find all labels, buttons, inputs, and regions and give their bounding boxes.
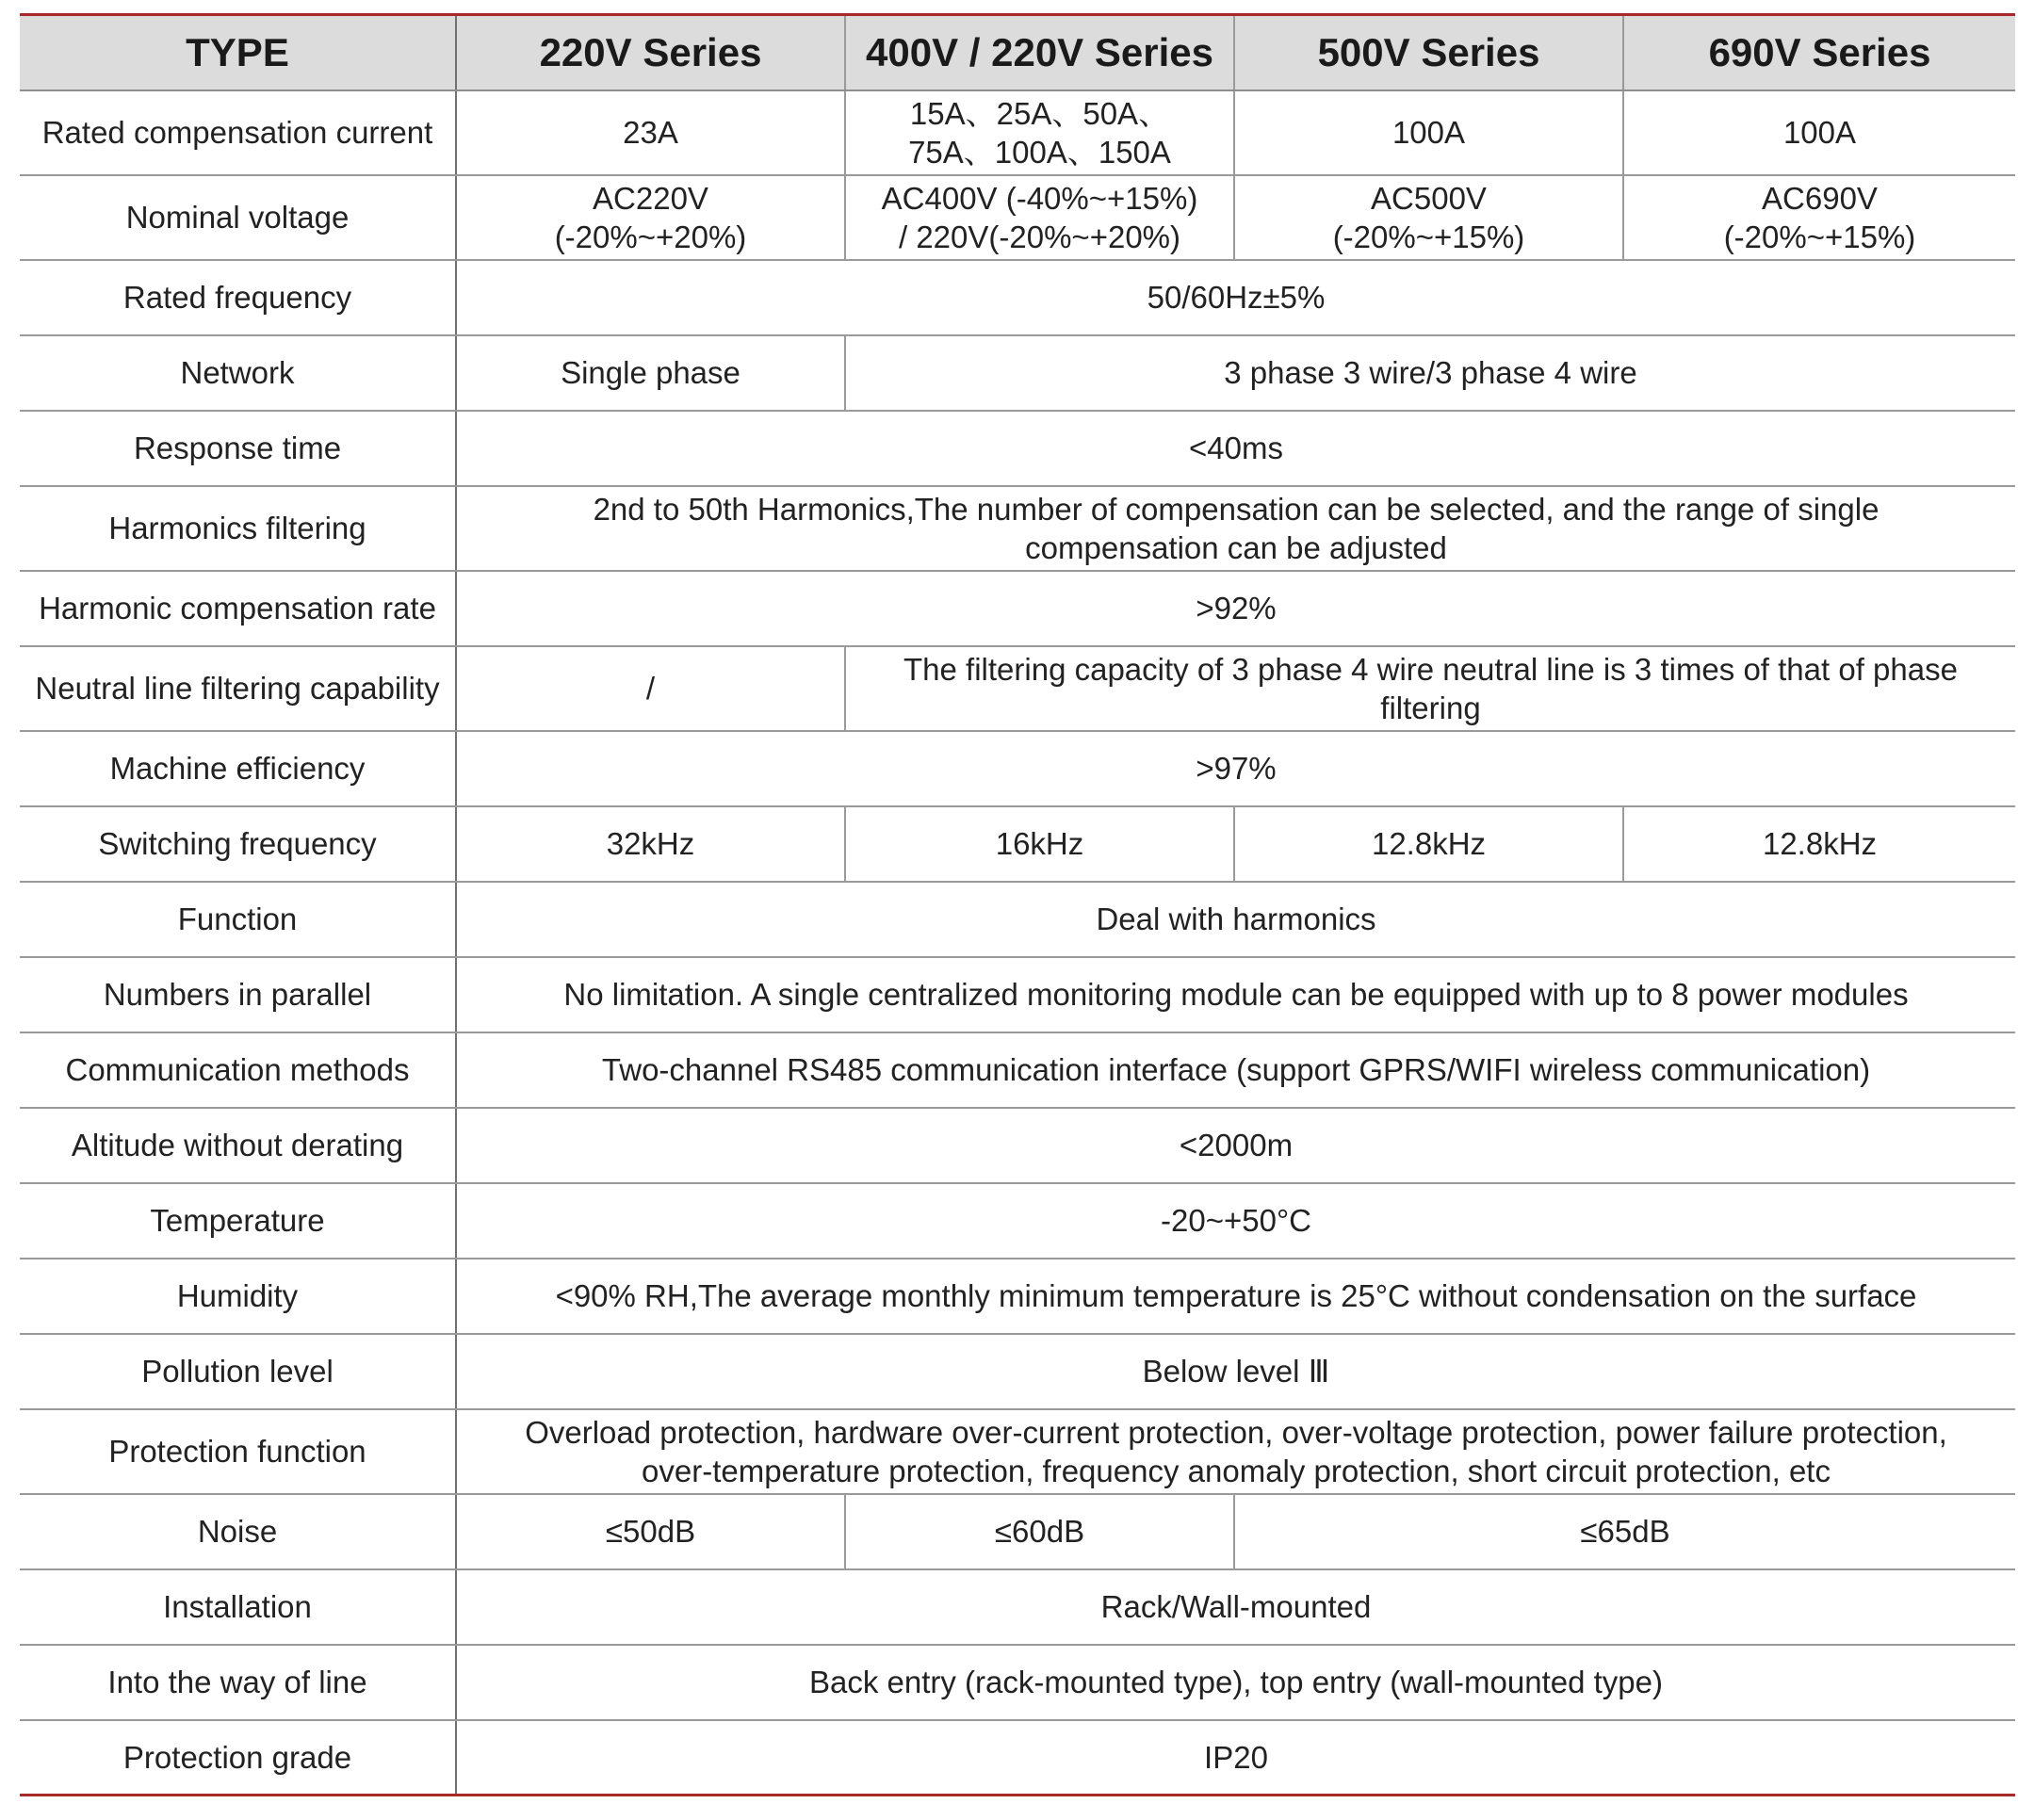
- row-harmonics-filtering: [20, 486, 2015, 571]
- cell-line: / 220V(-20%~+20%): [898, 219, 1180, 254]
- row-altitude: [20, 1108, 2015, 1183]
- row-humidity: [20, 1259, 2015, 1334]
- cell-line: over-temperature protection, frequency anomaly protection, short circuit protection, etc: [642, 1453, 1831, 1488]
- spec-table: [20, 13, 2015, 1796]
- row-response-time: [20, 411, 2015, 486]
- cell-500v: 12.8kHz: [1234, 806, 1623, 882]
- cell-all-series: Deal with harmonics: [456, 882, 2015, 957]
- row-function: [20, 882, 2015, 957]
- row-rated-frequency: [20, 260, 2015, 335]
- header-type: TYPE: [20, 15, 456, 90]
- row-label: Into the way of line: [20, 1645, 456, 1720]
- cell-400v-to-690v: 3 phase 3 wire/3 phase 4 wire: [845, 335, 2015, 411]
- cell-all-series: >97%: [456, 731, 2015, 806]
- cell-line: AC690V: [1762, 180, 1878, 216]
- row-network: [20, 335, 2015, 411]
- row-label: Altitude without derating: [20, 1108, 456, 1183]
- cell-line: 15A、25A、50A、: [909, 95, 1170, 131]
- cell-690v: 100A: [1623, 90, 2015, 175]
- row-protection-function: [20, 1409, 2015, 1494]
- cell-400v-to-690v: [845, 646, 2015, 731]
- cell-400v: [845, 175, 1234, 260]
- cell-line: 2nd to 50th Harmonics,The number of compensation can be selected, and the range of single: [593, 491, 1880, 527]
- row-nominal-voltage: [20, 175, 2015, 260]
- row-label: Numbers in parallel: [20, 957, 456, 1032]
- cell-220v: /: [456, 646, 845, 731]
- row-label: Protection function: [20, 1409, 456, 1494]
- row-label: Nominal voltage: [20, 175, 456, 260]
- spec-table-body: [20, 90, 2015, 1796]
- cell-line: (-20%~+15%): [1332, 219, 1525, 254]
- row-neutral-line-filtering: [20, 646, 2015, 731]
- cell-all-series: >92%: [456, 571, 2015, 646]
- cell-all-series: [456, 1409, 2015, 1494]
- row-label: Network: [20, 335, 456, 411]
- row-label: Protection grade: [20, 1720, 456, 1796]
- row-noise: [20, 1494, 2015, 1569]
- row-line-entry: [20, 1645, 2015, 1720]
- cell-690v: 12.8kHz: [1623, 806, 2015, 882]
- cell-220v: 32kHz: [456, 806, 845, 882]
- row-label: Rated frequency: [20, 260, 456, 335]
- row-temperature: [20, 1183, 2015, 1259]
- row-label: Humidity: [20, 1259, 456, 1334]
- cell-all-series: IP20: [456, 1720, 2015, 1796]
- cell-line: 75A、100A、150A: [908, 134, 1171, 170]
- header-series-220v: 220V Series: [456, 15, 845, 90]
- row-label: Neutral line filtering capability: [20, 646, 456, 731]
- row-protection-grade: [20, 1720, 2015, 1796]
- cell-500v-690v: ≤65dB: [1234, 1494, 2015, 1569]
- cell-220v: [456, 175, 845, 260]
- cell-220v: ≤50dB: [456, 1494, 845, 1569]
- row-label: Function: [20, 882, 456, 957]
- cell-400v: 16kHz: [845, 806, 1234, 882]
- cell-all-series: 50/60Hz±5%: [456, 260, 2015, 335]
- row-label: Response time: [20, 411, 456, 486]
- cell-500v: [1234, 175, 1623, 260]
- header-series-400v-220v: 400V / 220V Series: [845, 15, 1234, 90]
- row-label: Temperature: [20, 1183, 456, 1259]
- cell-all-series: <90% RH,The average monthly minimum temperature is 25°C without condensation on the surface: [456, 1259, 2015, 1334]
- cell-line: Overload protection, hardware over-current protection, over-voltage protection, power failure protection,: [525, 1414, 1947, 1450]
- cell-220v: 23A: [456, 90, 845, 175]
- row-label: Communication methods: [20, 1032, 456, 1108]
- header-row: [20, 15, 2015, 90]
- cell-all-series: Rack/Wall-mounted: [456, 1569, 2015, 1645]
- cell-690v: [1623, 175, 2015, 260]
- cell-line: AC400V (-40%~+15%): [881, 180, 1198, 216]
- row-label: Installation: [20, 1569, 456, 1645]
- row-pollution-level: [20, 1334, 2015, 1409]
- cell-line: AC500V: [1371, 180, 1487, 216]
- row-harmonic-compensation-rate: [20, 571, 2015, 646]
- row-installation: [20, 1569, 2015, 1645]
- row-label: Noise: [20, 1494, 456, 1569]
- cell-line: compensation can be adjusted: [1025, 529, 1447, 565]
- cell-220v: Single phase: [456, 335, 845, 411]
- cell-line: AC220V: [593, 180, 708, 216]
- cell-line: (-20%~+20%): [554, 219, 747, 254]
- row-numbers-in-parallel: [20, 957, 2015, 1032]
- spec-table-container: [20, 13, 2015, 1796]
- cell-400v: [845, 90, 1234, 175]
- row-switching-frequency: [20, 806, 2015, 882]
- row-label: Harmonic compensation rate: [20, 571, 456, 646]
- cell-all-series: Below level Ⅲ: [456, 1334, 2015, 1409]
- header-series-500v: 500V Series: [1234, 15, 1623, 90]
- cell-all-series: -20~+50°C: [456, 1183, 2015, 1259]
- cell-line: filtering: [1380, 690, 1481, 725]
- cell-line: The filtering capacity of 3 phase 4 wire neutral line is 3 times of that of phase: [903, 651, 1958, 687]
- row-machine-efficiency: [20, 731, 2015, 806]
- row-rated-compensation-current: [20, 90, 2015, 175]
- cell-line: (-20%~+15%): [1723, 219, 1916, 254]
- cell-all-series: Two-channel RS485 communication interface (support GPRS/WIFI wireless communication): [456, 1032, 2015, 1108]
- row-label: Switching frequency: [20, 806, 456, 882]
- row-label: Machine efficiency: [20, 731, 456, 806]
- header-series-690v: 690V Series: [1623, 15, 2015, 90]
- cell-all-series: Back entry (rack-mounted type), top entry (wall-mounted type): [456, 1645, 2015, 1720]
- cell-all-series: <2000m: [456, 1108, 2015, 1183]
- row-label: Harmonics filtering: [20, 486, 456, 571]
- cell-all-series: No limitation. A single centralized monitoring module can be equipped with up to 8 power modules: [456, 957, 2015, 1032]
- cell-all-series: <40ms: [456, 411, 2015, 486]
- cell-400v: ≤60dB: [845, 1494, 1234, 1569]
- cell-500v: 100A: [1234, 90, 1623, 175]
- row-label: Pollution level: [20, 1334, 456, 1409]
- spec-table-header: [20, 15, 2015, 90]
- row-communication-methods: [20, 1032, 2015, 1108]
- cell-all-series: [456, 486, 2015, 571]
- row-label: Rated compensation current: [20, 90, 456, 175]
